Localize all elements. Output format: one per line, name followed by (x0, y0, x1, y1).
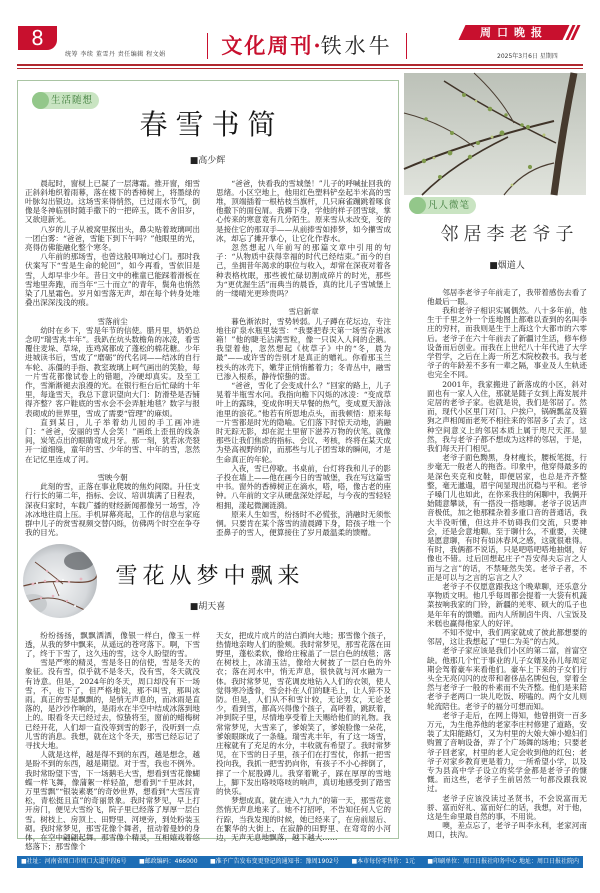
paragraph: 人就是这样，越是得不到的东西，越是想念，越是盼不到的东西，越是期望。对于雪，我也不例外。我时常盼望下雪，下一场鹅毛大雪，想看到雪花像蝴蝶一样飞舞，像蒲絮一样轻盈，想看到“千里冰封，万里雪飘”“银装素裹”的奇妙世界，想看到“大雪压青松，青松挺且直”的奇丽景象。我时常梦见，早上打开房门，便见大雪纷飞，院子里已经落了厚厚一层白雪。树枝上、房顶上、田野里、河埂旁，到处粉装玉砌。我时常梦见，那雪花像个舞者，扭动着曼妙的身体，在空中翩翩起舞。那雪像个精灵，互相嬉戏着悠悠落下；那雪像个 (25, 750, 200, 852)
paragraph: 直到某日，儿子举着幼儿园的手工画冲进门：“爸爸，安丽的雪人会笑！”画纸上歪扭的线条间，炭笔点出的眼睛弯成月牙。那一刻，犹若冰壳裂开一道细缝，童年的雪、少年的雪、中年的雪，忽然在记忆里连成了河。 (25, 417, 200, 464)
paragraph: 老爷子应该没读过圣贤书，不会说富而无骄、富而好礼、富而好仁的话，我想，对于他，这是生命里最自然的事，不用说。 (427, 793, 587, 822)
section-title-dot: · (313, 33, 321, 58)
paragraph: 老爷子走后，在网上得知，他曾捐资一百多万元，为生他养他的老家李庄村修建了道路，安装了太阳能路灯，又为村里的大娘大婶小媳妇们购置了音响设备，弄了个广场舞的场地；只要老爷子回老家，村里的老人定会收到他的红包；老爷子对家乡教育更是着力，一所希望小学，以及专为县高中学子设立的奖学金都是老爷子的慷慨。而这些，老爷子生前居然一句都没跟我说过。 (427, 710, 587, 794)
editor-credits: 统筹 李续 董雪丹 责任编辑 程文娟 (65, 51, 166, 58)
section-title-main: 文化周刊 (221, 33, 314, 58)
paragraph: 晨起时，窗棂上已凝了一层薄霜。推开窗，细雪正斜斜地织着雨幕，落在楼下的香樟树上，将墨绿的叶脉勾出银边。这场雪来得悄然，已过雨水节气，倒像是冬神临别时随手撒下的一把碎玉，既不舍旧岁，又欲迎新光。 (25, 178, 200, 225)
issue-date: 2025年3月6日 星期四 (497, 53, 558, 60)
article-column-right (216, 179, 391, 542)
paragraph: 2001年，我家搬进了新落成的小区，斜对面也有一家人入住，那就是随子女到上海发展并定居的老爷子家。也就是说，我们是邻居了。然而，现代小区里门对门、户挨户，锅碗瓢盆及猫狗之声相闻而老死不相往来的邻居多了去了，这种空间意义上的邻居本质上属于咫尺天涯。显然，我与老爷子都不想成为这样的邻居，于是，我们每天开门相见。 (427, 379, 587, 453)
paragraph: 梦想成真。就在进入“九九”的第一天，那雪花竟然悄无声息地来了。她不打招呼，不告知任何人它的行踪，当我发现的时候，她已经来了，在房前屋后、在繁华的大街上、在寂静的田野里、在弯弯的小河边，无声无息地飘落，越下越大…… (216, 796, 391, 842)
paragraph: 八年前的那场雪，也曾这般叩响过心门。那时我伏案写下“雪是生命的轮回”，如今再看，雪依旧是雪，人却早非少年。昔日文中的稚童已能踩着滑板在雪地里奔跑，而当年“三十而立”的青年，鬓角也悄然染了几星霜色。岁月如雪落无声，却在每个转身处堆叠出深深浅浅的痕。 (25, 252, 200, 308)
footer-price: ■本市每份零售价：1元 (351, 858, 415, 865)
paragraph: 原来人生如雪，纷扬时不必慌张，消融时无须怅惘。只要肯在某个落雪的清晨蹲下身，陪孩子堆一个歪鼻子的雪人，便算接住了岁月最温柔的馈赠。 (216, 509, 391, 538)
section-title (207, 33, 407, 59)
paragraph: “爸爸，快看我的雪城堡！”儿子的呼喊扯回我的思绪。小区空地上，他用红色塑料铲垒起半米高的雪堆，顶端插着一根枯枝当旗杆，几只麻雀蹦跳着啄食他撒下的面包屑。我蹲下身，学他的样子团雪球，掌心传来的寒意竟有几分陌生。原来雪从未改变，变的是接住它的那双手——从前捧雪如捧梦，如今攥雪成冰，却忘了摊开掌心，让它化作春水。 (216, 178, 391, 243)
footer-postcode: ■邮政编码：466000 (138, 858, 198, 865)
paragraph: “爸爸，雪化了会变成什么？”回家的路上，儿子晃着半瓶雪水问。我指向檐下闪烁的冰凌：“变成草叶上的露珠，变成你明天早餐的热气，变成夏天游泳池里的浪花。”他若有所思地点头，而我顿悟：原来每一片雪都是时光的隐喻。它们落下时惊天动地，消融时无踪无影，却在泥土里留下滋养万物的伏笔。就像那些让我们焦虑的指标、会议、考核，终将在某天成为垫高视野的阶，而那些与儿子团雪球的瞬间，才是生命真正的年轮。 (216, 380, 391, 464)
paragraph: 我和老爷子相识实属偶然。八十多年前，他生于千里之外一个连地图上都难以查到的名叫李庄的穷村，而我则是生于上海这个大都市的六零后。老爷子在六十年前去了新疆讨生活，修车修设备而后创业。而我在上世纪八十年代进了大学学哲学，之后在上海一所艺术院校教书。我与老爷子的年龄差不多有一辈之隔，事业及人生轨迹也完全不同。 (427, 305, 587, 380)
article-column (427, 288, 587, 841)
paragraph: 此刻的雪，正落在事业爬坡的焦灼间隙。升任支行行长的第二年，指标、会议、培训填满了日程表，深夜归家时，车载广播的财经新闻都像另一场雪，冷冰冰地往肩上压。手机屏幕亮起，工作的信息与家庭群中儿子的赏雪视频交替闪烁，仿佛两个时空在争夺我的目光。 (25, 482, 200, 538)
subheading: 雪启新章 (288, 307, 319, 317)
article-title: 邻居李老爷子 (440, 224, 579, 245)
column-tag-life-essay (32, 92, 99, 109)
article-column-right (216, 630, 391, 842)
paragraph: 老爷子面色黝黑，身材瘦长，腰板笔挺，行步毫无一般老人的拖沓。印象中，他穿得最多的是深色夹克和皮鞋，即便居家，也总是齐齐整整，毫无邋遢，眉宇间显现出沉稳与平和。老爷子嗓门儿也如此，在你来我往的闲聊中，我俩开始随意攀谈，有一搭没一搭地聊。老爷子说话声音极低，加之他那糅杂着多重口音的普通话，我大半没听懂，但这并不妨碍我们交流，只要神会，还是会意地聊。至于聊什么，不重要，关键是愿意聊，有时有如沐春风之感，这就很难得。有时，我俩都不说话，只是吧嗒吧嗒地抽烟，好像也不错。过后回想起庄子“吾安得夫忘言之人而与之言”的话，不禁哑然失笑。老爷子者，不正是可以与之言的忘言之人？ (427, 453, 587, 582)
footer-address: ■社址：河南省周口市周口大道中段6号 (21, 858, 127, 865)
article-column-left (25, 630, 200, 852)
article-column-left (25, 179, 200, 540)
article-title: 雪花从梦中飘来 (115, 564, 305, 589)
paragraph: 噢，差点忘了，老爷子叫李永利，老家河南周口，扶沟。 (427, 821, 587, 840)
page-number: 8 (31, 26, 44, 50)
paragraph: 入夜，雪已停歇。书桌前，台灯将我和儿子的影子投在墙上——他在画今日的雪城堡，我在写这篇雪中书。窗外的香樟树正在滴水，嗒，嗒，像古老的座钟。八年前的文字从硬盘深处浮起，与今夜的雪轻轻相拥，漾起微澜涟漪。 (216, 463, 391, 510)
paragraph: 邻居李老爷子年前走了，我带着感伤去看了他最后一眼。 (427, 287, 587, 306)
tree-branch-photo (404, 73, 586, 195)
article-author: ■胡天喜 (189, 602, 226, 612)
subheading: 雪映今朝 (97, 472, 128, 482)
footer-info-bar (17, 856, 583, 868)
newspaper-logo (459, 25, 570, 40)
paragraph: 幼时在乡下，雪是年节的信使。腊月里，奶奶总念叨“瑞雪兆丰年”。我趴在炕头数檐角的冰凌，看雪覆住麦垛、草垛，连鸡窝都成了蓬松的棉花糖。少年进城读书后，雪成了“磨砺”的代名词——结冰的自行车轮、冻僵的手指、教室玻璃上呵气画出的笑脸，每一片雪花都像试卷上的错题，冷硬却真实。及至工作，雪渐渐褪去浪漫的光。在银行柜台后忙碌的十年里，每逢雪天，我总下意识望向大门：防滑垫是否铺得齐整？客户鞋底的雪水会不会弄脏地毯？数字与报表砌成的世界里，雪成了需要“管理”的麻烦。 (25, 325, 200, 418)
paragraph: 暮色渐浓时，雪势转弱。儿子蹲在花坛边，专注地往矿泉水瓶里装雪：“我要把春天第一场雪存进冰箱！”他的睫毛沾满雪粒，像一只误入人间的企鹅。我望着他，忽然想起《枕草子》中的“冬，晨为最”——或许雪的告别才是真正的赠礼。你看那玉兰枝头的冰壳下，嫩芽正悄悄蓄着力；冬青丛中，融雪已渗入根系，静待惊蛰的雷。 (216, 316, 391, 381)
column-tag-label: 凡人微笔 (428, 200, 471, 211)
page-number-badge (18, 26, 57, 50)
column-tag-ordinary-people (409, 197, 476, 214)
article-author: ■烟道人 (489, 261, 525, 271)
article-title: 春雪书简 (139, 108, 284, 141)
paragraph-continuation: 天女，把成片成片的洁白洒向大地；那雪像个孩子，热情地亲吻人们的脸颊。我时常梦见，那雪花落在田野里，蓬松柔软，像给庄稼盖了一层白色的绒毯；落在树枝上，冰清玉洁，像给大树披了一层白色的外衣；落在河水中，悄无声息，很快就与河水融为一体。我时常梦见，雪花调皮地钻入人们的衣领，使人觉得寒冷透骨，雪会扑在人们的睫毛上，让人猝不及防。但是，人们从不和雪计较，无论男女，无论老少，看到雪，都高兴得像个孩子，高呼着，跳跃着，冲到院子里，尽情地享受着上天赐给他们的礼物。我常常梦见，大雪来了，爹娘笑了，爹娘脸像一朵花，爹娘眼眯成了一条缝。瑞雪兆丰年，有了这一场雪，庄稼就有了充足的水分，丰收就有希望了。我时常梦见，在下雪的日子里，孩子们在打雪仗，你抓一把雪投向我，我抓一把雪扔向你，有孩子不小心摔倒了，摔了一个屁股蹲儿。我穿着靴子，踩在厚厚的雪地上，脚下发出咯吱咯吱的响声，真切地感受到了踏雪的快乐。 (216, 630, 391, 796)
paragraph: 老爷子家应该是我们小区的第二富，首富空缺。他那几个忙于事业的儿子女婿及孙儿每周定期会驾着豪车来看他们。豪车上下来的子女们行头全无亮闪闪的皮带和奢侈品名牌包包，穿着全然与老爷子一般的朴素而不失齐整。他们是来陪老爷子老两口一块儿吃饭、唠嗑的。两个女儿则轮流陪住。老爷子的福分可想而知。 (427, 646, 587, 711)
footer-printer: ■印刷单位：周口日报社印务中心 地址：周口日报社院内 (427, 858, 579, 865)
subheading: 雪落前尘 (97, 316, 128, 326)
header-rule-thick (17, 64, 583, 66)
paragraph: 八岁的儿子从被窝里探出头，鼻尖贴着玻璃呵出一团白雾：“爸爸，雪能下到下午吗？”他眼里的光，亮得仿佛能融化整个寒冬。 (25, 224, 200, 252)
paragraph: 老爷子不仅愿意跟我这个晚辈聊，还乐意分享物质文明。他几乎每周都会提着一大袋有机蔬菜按响我家的门铃，新疆的羌枣、硕大的瓜子也是年年有的馈赠。而内人所制卤牛肉、八宝饭及米糕也赢得他家人的好评。 (427, 582, 587, 628)
tag-circle-icon (409, 197, 426, 214)
tag-circle-icon (32, 92, 49, 109)
paragraph: 忽然想起八年前写的那篇文章中引用的句子：“从物质中获得幸福的时代已经结束。”而今的自己，坐拥昔年渴求的职位与收入，却常在深夜对着各种表格枕眠，那些被忙碌切割成碎片的时光，那些为“更优渥生活”而典当的晨昏，真的比儿子雪城堡上的一缕晴光更珍贵吗？ (216, 242, 391, 298)
footer-ad-license: ■准予广告发布变更登记的通知书：豫周1902号 (210, 858, 339, 865)
paragraph: 雪是严寒的精灵，雪是冬日的信使，雪是冬天的象征。没有雪，似乎就不是冬天，没有雪，冬天就没有诗意。但是，2024年的冬天，周口却没有下一场雪，不，也下了，但严格地说，那不叫雪，那叫冰雨。真正的雪是飘飘的，是悄无声息的，而冰雨是直落的，是沙沙作响的，是雨水在半空中结成冰落到地上的。眼看冬天已经过去，惊蛰将至，窗前的蜡梅树已经开花，人们却一直没等到雪的影子，没听到一点儿雪的消息。我想，就在这个冬天，那雪已经忘记了寻找大地。 (25, 658, 200, 750)
paragraph: 不知不觉中，我们两家就成了彼此都想要的邻居，这让我想起了“里仁为美”的古风。 (427, 628, 587, 647)
paragraph: 纷纷扬扬，飘飘洒洒，像银一样白，像玉一样透，从我的梦中飘来，从遥远的苍穹落下。啊，下雪了，终于下雪了，这久违的雪，这令人盼望的雪。 (25, 630, 200, 658)
header-rule-thin (17, 68, 583, 69)
column-tag-label: 生活随想 (51, 95, 94, 106)
article-author: ■高少辉 (189, 156, 226, 166)
newspaper-name: 周口晚报 (480, 26, 548, 39)
section-title-sub: 铁水牛 (320, 34, 393, 58)
